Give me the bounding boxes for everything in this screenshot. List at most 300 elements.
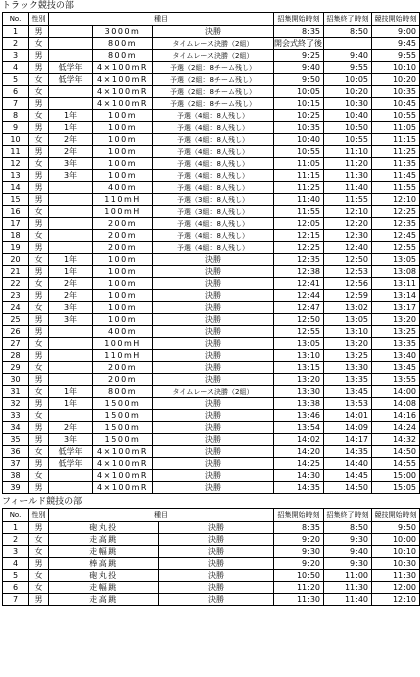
row-sex: 男	[29, 182, 49, 194]
row-start: 10:00	[372, 534, 420, 546]
row-grade: 1年	[49, 110, 93, 122]
row-call-start: 13:15	[274, 362, 324, 374]
row-no: 20	[3, 254, 29, 266]
row-start: 11:45	[372, 170, 420, 182]
row-call-end: 9:40	[324, 50, 372, 62]
row-event: 走幅跳	[49, 546, 159, 558]
row-start: 14:50	[372, 446, 420, 458]
row-start: 13:45	[372, 362, 420, 374]
row-sex: 男	[29, 146, 49, 158]
row-grade	[49, 350, 93, 362]
row-start: 9:50	[372, 522, 420, 534]
track-row	[3, 326, 420, 338]
field-header-row	[3, 509, 420, 522]
row-call-start: 14:02	[274, 434, 324, 446]
row-no: 4	[3, 558, 29, 570]
row-start: 15:05	[372, 482, 420, 494]
row-call-start: 11:30	[274, 594, 324, 606]
row-start: 11:25	[372, 146, 420, 158]
track-row	[3, 386, 420, 398]
row-start: 13:25	[372, 326, 420, 338]
row-event: 100m	[93, 158, 153, 170]
row-grade	[49, 38, 93, 50]
row-grade	[49, 374, 93, 386]
row-sex: 男	[29, 594, 49, 606]
row-round: 予選（2組：8チーム残し）	[153, 74, 274, 86]
track-row	[3, 242, 420, 254]
row-grade: 1年	[49, 254, 93, 266]
row-call-end: 11:40	[324, 594, 372, 606]
row-call-start: 12:50	[274, 314, 324, 326]
row-event: 砲丸投	[49, 570, 159, 582]
row-start: 12:35	[372, 218, 420, 230]
row-start: 14:24	[372, 422, 420, 434]
header-sex: 性別	[29, 509, 49, 522]
row-start: 12:45	[372, 230, 420, 242]
row-event: 1500m	[93, 398, 153, 410]
row-start: 13:35	[372, 338, 420, 350]
row-call-start: 14:25	[274, 458, 324, 470]
row-call-end: 12:10	[324, 206, 372, 218]
row-call-start: 13:46	[274, 410, 324, 422]
row-call-start: 10:25	[274, 110, 324, 122]
track-row	[3, 278, 420, 290]
row-sex: 女	[29, 230, 49, 242]
row-event: 4×100mR	[93, 470, 153, 482]
row-no: 26	[3, 326, 29, 338]
row-event: 3000m	[93, 26, 153, 38]
row-start: 10:45	[372, 98, 420, 110]
row-start: 11:35	[372, 158, 420, 170]
row-event: 4×100mR	[93, 458, 153, 470]
row-start: 13:14	[372, 290, 420, 302]
row-no: 35	[3, 434, 29, 446]
row-call-end: 11:30	[324, 170, 372, 182]
row-no: 13	[3, 170, 29, 182]
row-call-end: 10:30	[324, 98, 372, 110]
row-start: 10:20	[372, 74, 420, 86]
track-row	[3, 410, 420, 422]
row-round: 予選（4組：8人残し）	[153, 218, 274, 230]
row-no: 7	[3, 98, 29, 110]
row-call-start: 10:15	[274, 98, 324, 110]
field-row	[3, 594, 420, 606]
row-round: 予選（4組：8人残し）	[153, 158, 274, 170]
track-row	[3, 350, 420, 362]
track-row	[3, 110, 420, 122]
row-no: 30	[3, 374, 29, 386]
row-event: 400m	[93, 326, 153, 338]
row-event: 100m	[93, 290, 153, 302]
row-no: 15	[3, 194, 29, 206]
row-event: 100m	[93, 146, 153, 158]
row-no: 8	[3, 110, 29, 122]
row-call-start: 11:55	[274, 206, 324, 218]
row-no: 39	[3, 482, 29, 494]
row-event: 1500m	[93, 410, 153, 422]
row-call-end: 14:17	[324, 434, 372, 446]
row-event: 4×100mR	[93, 446, 153, 458]
row-start: 12:55	[372, 242, 420, 254]
row-no: 38	[3, 470, 29, 482]
track-table	[2, 12, 420, 494]
row-no: 17	[3, 218, 29, 230]
row-no: 33	[3, 410, 29, 422]
row-sex: 男	[29, 350, 49, 362]
row-event: 100m	[93, 170, 153, 182]
row-call-end: 14:40	[324, 458, 372, 470]
row-call-start: 11:20	[274, 582, 324, 594]
row-call-start: 12:55	[274, 326, 324, 338]
row-round: 決勝	[159, 558, 274, 570]
track-row	[3, 434, 420, 446]
row-round: 決勝	[153, 470, 274, 482]
row-round: タイムレース決勝（2組）	[153, 50, 274, 62]
row-event: 100m	[93, 266, 153, 278]
row-call-end: 12:56	[324, 278, 372, 290]
row-call-end: 11:00	[324, 570, 372, 582]
row-start: 10:30	[372, 558, 420, 570]
row-call-start: 11:15	[274, 170, 324, 182]
row-call-start: 14:35	[274, 482, 324, 494]
row-sex: 女	[29, 74, 49, 86]
row-sex: 男	[29, 314, 49, 326]
track-row	[3, 62, 420, 74]
row-call-start: 12:15	[274, 230, 324, 242]
row-no: 2	[3, 38, 29, 50]
row-sex: 男	[29, 194, 49, 206]
row-grade	[49, 230, 93, 242]
row-call-end: 8:50	[324, 26, 372, 38]
row-call-start: 10:50	[274, 570, 324, 582]
row-event: 400m	[93, 182, 153, 194]
row-call-end: 13:10	[324, 326, 372, 338]
row-round: 決勝	[153, 434, 274, 446]
row-round: 決勝	[153, 266, 274, 278]
track-row	[3, 458, 420, 470]
row-grade: 3年	[49, 302, 93, 314]
row-event: 1500m	[93, 422, 153, 434]
field-row	[3, 522, 420, 534]
row-sex: 女	[29, 546, 49, 558]
row-grade	[49, 98, 93, 110]
row-call-start: 12:38	[274, 266, 324, 278]
row-grade: 3年	[49, 170, 93, 182]
row-no: 2	[3, 534, 29, 546]
row-start: 11:15	[372, 134, 420, 146]
row-call-end: 14:50	[324, 482, 372, 494]
row-start: 9:55	[372, 50, 420, 62]
row-grade	[49, 242, 93, 254]
row-start: 9:00	[372, 26, 420, 38]
row-start: 10:10	[372, 62, 420, 74]
track-row	[3, 218, 420, 230]
row-grade	[49, 326, 93, 338]
row-call-end: 11:20	[324, 158, 372, 170]
row-call-start: 12:25	[274, 242, 324, 254]
row-no: 1	[3, 522, 29, 534]
row-sex: 男	[29, 242, 49, 254]
field-row	[3, 582, 420, 594]
row-sex: 女	[29, 446, 49, 458]
row-event: 110mH	[93, 350, 153, 362]
row-start: 14:08	[372, 398, 420, 410]
row-start: 13:20	[372, 314, 420, 326]
row-grade: 2年	[49, 146, 93, 158]
track-row	[3, 98, 420, 110]
row-sex: 女	[29, 338, 49, 350]
row-grade	[49, 182, 93, 194]
row-event: 200m	[93, 230, 153, 242]
row-call-start: 10:40	[274, 134, 324, 146]
track-row	[3, 182, 420, 194]
row-round: 予選（4組：8人残し）	[153, 170, 274, 182]
row-call-end: 14:35	[324, 446, 372, 458]
row-round: 予選（3組：8人残し）	[153, 206, 274, 218]
row-start: 10:35	[372, 86, 420, 98]
track-row	[3, 470, 420, 482]
row-grade	[49, 338, 93, 350]
row-call-end: 9:30	[324, 558, 372, 570]
row-round: 決勝	[153, 326, 274, 338]
row-call-start: 8:35	[274, 522, 324, 534]
row-sex: 男	[29, 326, 49, 338]
row-call-end: 13:25	[324, 350, 372, 362]
row-call-start: 11:40	[274, 194, 324, 206]
row-no: 3	[3, 546, 29, 558]
row-round: 決勝	[153, 362, 274, 374]
row-event: 100m	[93, 278, 153, 290]
row-start: 13:08	[372, 266, 420, 278]
row-start: 12:00	[372, 582, 420, 594]
row-round: 決勝	[153, 398, 274, 410]
row-no: 5	[3, 570, 29, 582]
track-row	[3, 338, 420, 350]
row-round: 決勝	[153, 422, 274, 434]
row-event: 砲丸投	[49, 522, 159, 534]
track-row	[3, 446, 420, 458]
track-row	[3, 266, 420, 278]
row-call-end: 12:20	[324, 218, 372, 230]
row-grade: 低学年	[49, 446, 93, 458]
row-grade	[49, 410, 93, 422]
row-call-start: 9:30	[274, 546, 324, 558]
track-row	[3, 74, 420, 86]
row-round: 予選（4組：8人残し）	[153, 110, 274, 122]
row-call-start: 14:30	[274, 470, 324, 482]
row-grade: 2年	[49, 134, 93, 146]
track-row	[3, 38, 420, 50]
track-row	[3, 254, 420, 266]
row-start: 12:25	[372, 206, 420, 218]
row-start: 14:32	[372, 434, 420, 446]
row-sex: 女	[29, 302, 49, 314]
row-round: 決勝	[153, 374, 274, 386]
row-grade: 1年	[49, 398, 93, 410]
row-event: 100mH	[93, 206, 153, 218]
row-round: 決勝	[153, 26, 274, 38]
row-start: 13:11	[372, 278, 420, 290]
row-start: 13:05	[372, 254, 420, 266]
row-sex: 男	[29, 374, 49, 386]
row-round: 予選（2組：8チーム残し）	[153, 86, 274, 98]
row-call-end: 12:40	[324, 242, 372, 254]
field-table	[2, 508, 420, 606]
row-grade	[49, 362, 93, 374]
row-event: 200m	[93, 242, 153, 254]
row-grade	[49, 482, 93, 494]
row-event: 110mH	[93, 194, 153, 206]
row-sex: 男	[29, 422, 49, 434]
row-event: 100m	[93, 110, 153, 122]
row-call-start: 開会式終了後	[274, 38, 322, 48]
row-start: 12:10	[372, 594, 420, 606]
row-call-end: 14:09	[324, 422, 372, 434]
row-start: 14:00	[372, 386, 420, 398]
row-event: 4×100mR	[93, 98, 153, 110]
row-grade	[49, 470, 93, 482]
header-start: 競技開始時刻	[372, 13, 420, 26]
row-no: 11	[3, 146, 29, 158]
track-section-title: トラック競技の部	[2, 1, 74, 11]
track-row	[3, 374, 420, 386]
row-call-end: 9:40	[324, 546, 372, 558]
row-sex: 男	[29, 170, 49, 182]
row-no: 4	[3, 62, 29, 74]
row-sex: 女	[29, 134, 49, 146]
row-no: 7	[3, 594, 29, 606]
row-round: 決勝	[159, 594, 274, 606]
row-no: 3	[3, 50, 29, 62]
row-grade: 3年	[49, 314, 93, 326]
row-start: 15:00	[372, 470, 420, 482]
row-round: 決勝	[159, 582, 274, 594]
row-no: 31	[3, 386, 29, 398]
track-row	[3, 86, 420, 98]
row-sex: 男	[29, 522, 49, 534]
row-sex: 女	[29, 278, 49, 290]
track-row	[3, 398, 420, 410]
row-sex: 女	[29, 86, 49, 98]
row-round: 決勝	[153, 446, 274, 458]
row-no: 14	[3, 182, 29, 194]
field-row	[3, 546, 420, 558]
row-round: 予選（4組：8人残し）	[153, 122, 274, 134]
row-round: 決勝	[153, 482, 274, 494]
row-no: 22	[3, 278, 29, 290]
row-start: 13:40	[372, 350, 420, 362]
track-row	[3, 158, 420, 170]
row-sex: 女	[29, 38, 49, 50]
row-sex: 女	[29, 110, 49, 122]
row-event: 100mH	[93, 338, 153, 350]
track-row	[3, 194, 420, 206]
track-row	[3, 362, 420, 374]
row-event: 4×100mR	[93, 74, 153, 86]
row-round: 予選（4組：8人残し）	[153, 242, 274, 254]
row-call-end: 10:20	[324, 86, 372, 98]
track-row	[3, 482, 420, 494]
row-call-end: 14:45	[324, 470, 372, 482]
row-event: 200m	[93, 218, 153, 230]
row-start: 11:55	[372, 182, 420, 194]
row-event: 800m	[93, 38, 153, 50]
row-grade: 1年	[49, 386, 93, 398]
row-round: 決勝	[153, 458, 274, 470]
row-no: 27	[3, 338, 29, 350]
row-call-start: 9:40	[274, 62, 324, 74]
row-event: 4×100mR	[93, 482, 153, 494]
row-call-end: 10:55	[324, 134, 372, 146]
row-round: 決勝	[153, 314, 274, 326]
row-sex: 男	[29, 50, 49, 62]
header-no: No.	[3, 509, 29, 522]
row-call-start: 11:25	[274, 182, 324, 194]
row-event: 200m	[93, 362, 153, 374]
row-call-end: 12:30	[324, 230, 372, 242]
row-sex: 男	[29, 218, 49, 230]
row-no: 18	[3, 230, 29, 242]
row-sex: 男	[29, 290, 49, 302]
track-row	[3, 302, 420, 314]
track-row	[3, 134, 420, 146]
row-event: 棒高跳	[49, 558, 159, 570]
track-row	[3, 290, 420, 302]
row-round: 決勝	[159, 570, 274, 582]
row-event: 100m	[93, 314, 153, 326]
row-round: 決勝	[153, 254, 274, 266]
row-sex: 男	[29, 98, 49, 110]
row-round: 決勝	[153, 278, 274, 290]
row-no: 21	[3, 266, 29, 278]
row-grade: 2年	[49, 278, 93, 290]
header-event: 種目	[49, 13, 274, 26]
track-row	[3, 122, 420, 134]
header-no: No.	[3, 13, 29, 26]
row-round: タイムレース決勝（2組）	[153, 38, 274, 50]
row-call-start: 13:38	[274, 398, 324, 410]
row-no: 6	[3, 582, 29, 594]
row-round: 決勝	[159, 522, 274, 534]
row-call-start: 13:05	[274, 338, 324, 350]
row-no: 24	[3, 302, 29, 314]
track-row	[3, 314, 420, 326]
track-row	[3, 26, 420, 38]
row-no: 12	[3, 158, 29, 170]
row-call-start: 9:25	[274, 50, 324, 62]
row-no: 9	[3, 122, 29, 134]
row-call-end: 14:01	[324, 410, 372, 422]
row-grade: 低学年	[49, 62, 93, 74]
track-row	[3, 230, 420, 242]
row-call-start: 9:20	[274, 534, 324, 546]
row-grade	[49, 50, 93, 62]
row-start: 13:17	[372, 302, 420, 314]
track-row	[3, 146, 420, 158]
row-sex: 男	[29, 398, 49, 410]
row-event: 1500m	[93, 434, 153, 446]
row-event: 走幅跳	[49, 582, 159, 594]
row-sex: 女	[29, 158, 49, 170]
row-no: 23	[3, 290, 29, 302]
row-start: 10:55	[372, 110, 420, 122]
track-row	[3, 422, 420, 434]
row-grade	[49, 218, 93, 230]
row-event: 走高跳	[49, 594, 159, 606]
row-call-start: 13:10	[274, 350, 324, 362]
row-no: 34	[3, 422, 29, 434]
row-call-end	[324, 38, 372, 50]
